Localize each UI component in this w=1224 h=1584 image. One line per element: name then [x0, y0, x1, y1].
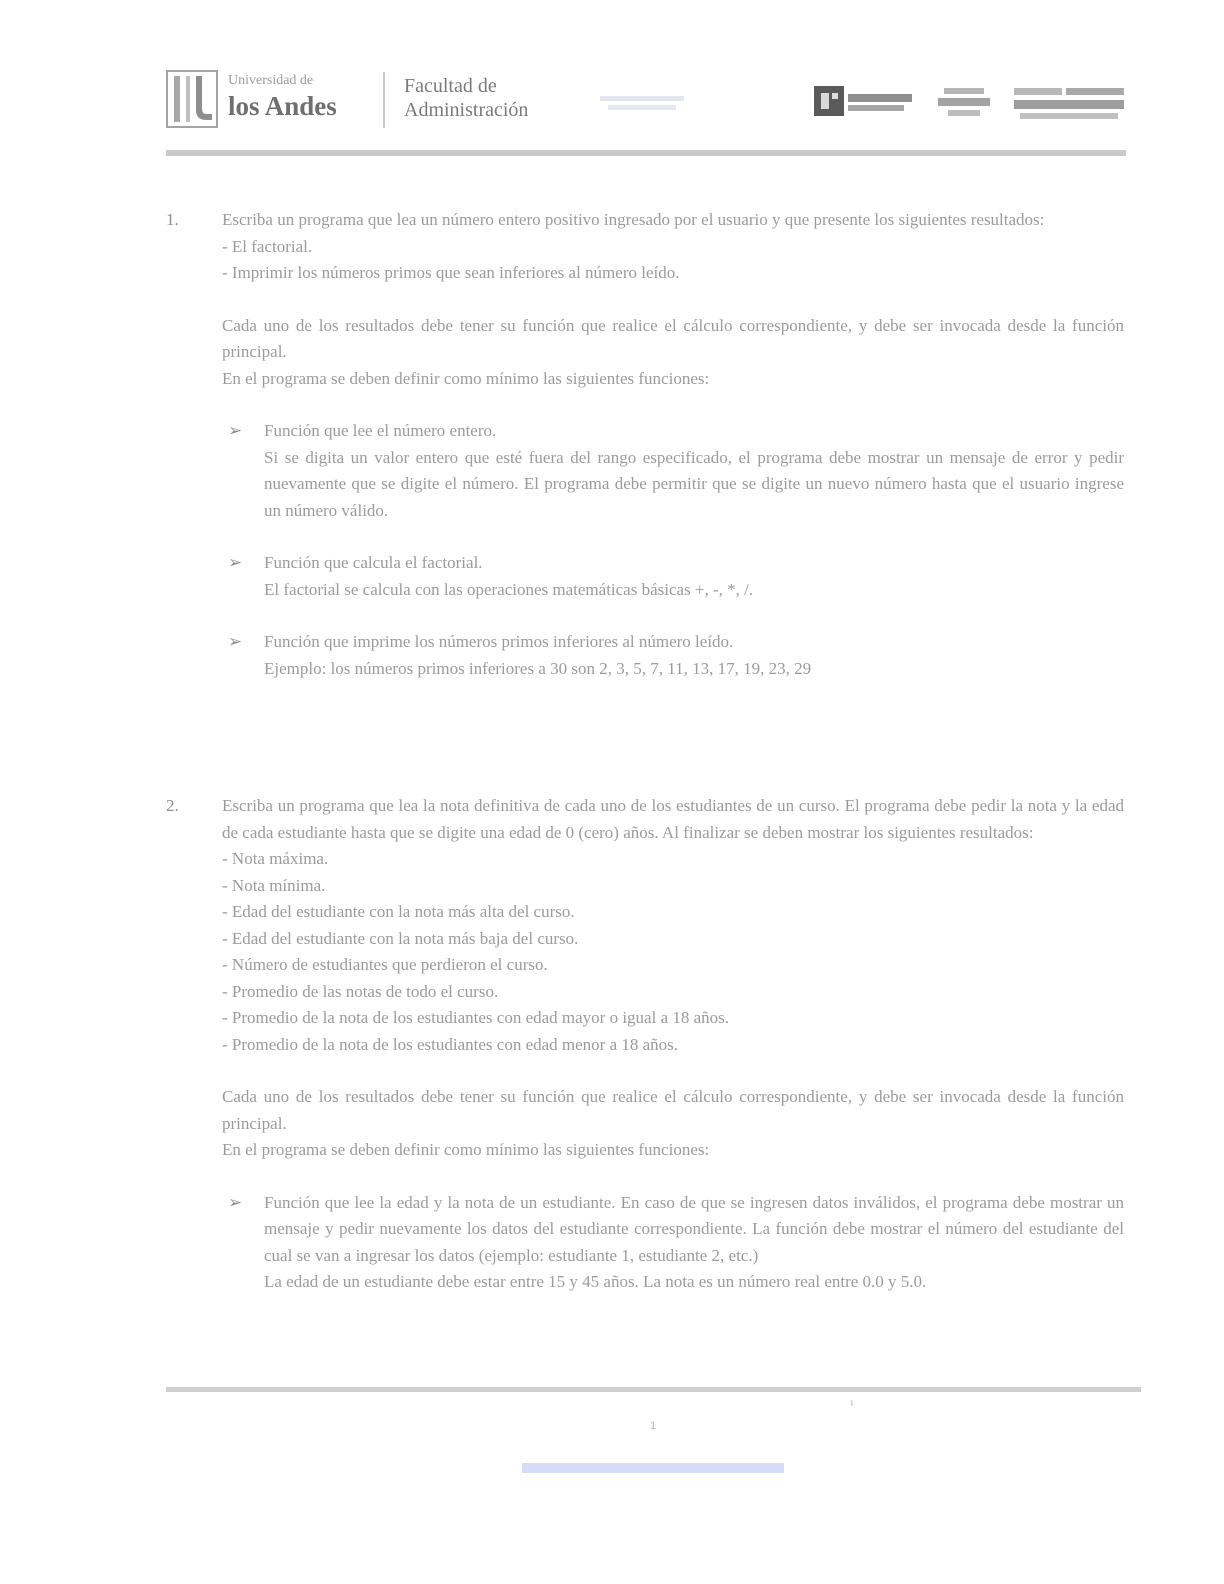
university-name	[228, 72, 378, 122]
function-extra: La edad de un estudiante debe estar entre 15 y 45 años. La nota es un número real entre 0.0 y 5.0.	[264, 1272, 927, 1291]
equis-logo-icon	[1012, 84, 1126, 124]
arrow-bullet-icon: ➢	[228, 553, 243, 572]
function-title: Función que imprime los números primos inferiores al número leído.	[264, 632, 734, 651]
faculty-name	[404, 74, 528, 122]
list-item: - Imprimir los números primos que sean inferiores al número leído.	[222, 263, 680, 282]
university-crest-icon	[166, 70, 218, 128]
page-number: 1	[650, 1420, 657, 1432]
exercise-number: 2.	[166, 796, 179, 815]
footer-link[interactable]	[522, 1463, 784, 1473]
list-item: - Nota máxima.	[222, 849, 329, 868]
list-item: - Promedio de la nota de los estudiantes con edad mayor o igual a 18 años.	[222, 1008, 730, 1027]
list-item: - Promedio de las notas de todo el curso.	[222, 981, 499, 1001]
exercise-note: En el programa se deben definir como mínimo las siguientes funciones:	[222, 1140, 710, 1159]
list-item: - Edad del estudiante con la nota más baja del curso.	[222, 928, 579, 948]
exercise-note: Cada uno de los resultados debe tener su función que realice el cálculo correspondiente, y debe ser invocada desde la función principal.	[222, 315, 1124, 361]
faint-tag-logo-icon	[600, 92, 684, 114]
header-divider	[383, 72, 385, 128]
university-name-small: Universidad de	[228, 73, 314, 88]
function-title: Función que calcula el factorial.	[264, 553, 483, 572]
exercise-note: Cada uno de los resultados debe tener su función que realice el cálculo correspondiente, y debe ser invocada desde la función principal.	[222, 1087, 1124, 1133]
arrow-bullet-icon: ➢	[228, 421, 243, 440]
header-rule	[166, 150, 1126, 156]
small-seal-logo-icon	[936, 86, 992, 122]
function-detail: Ejemplo: los números primos inferiores a 30 son 2, 3, 5, 7, 11, 13, 17, 19, 23, 29	[264, 658, 812, 678]
function-item	[222, 1190, 1124, 1296]
list-item: - El factorial.	[222, 236, 313, 256]
exercise-intro: Escriba un programa que lea la nota definitiva de cada uno de los estudiantes de un curso. El programa debe pedir la nota y la edad de cada estudiante hasta que se digite una edad de 0 (cero) años. Al finalizar se deben mostrar los siguientes resultados:	[222, 796, 1124, 842]
exercise-body	[222, 793, 1124, 1296]
functions-list	[222, 1190, 1124, 1296]
footer-rule	[166, 1387, 1141, 1392]
list-item: - Número de estudiantes que perdieron el curso.	[222, 955, 548, 974]
exercise-body	[222, 207, 1124, 682]
functions-list	[222, 418, 1124, 682]
function-detail: El factorial se calcula con las operaciones matemáticas básicas +, -, *, /.	[264, 579, 754, 599]
requirements-list	[222, 234, 1124, 287]
exercise-number: 1.	[166, 210, 179, 229]
list-item: - Promedio de la nota de los estudiantes con edad menor a 18 años.	[222, 1034, 679, 1054]
function-item	[222, 629, 1124, 682]
accreditation-logo-icon	[812, 80, 916, 122]
faculty-line-1: Facultad de	[404, 75, 497, 97]
function-detail: Si se digita un valor entero que esté fuera del rango especificado, el programa debe mostrar un mensaje de error y pedir nuevamente que se digite el número. El programa debe permitir que se digite un nuevo número hasta que el usuario ingrese un número válido.	[264, 447, 1124, 520]
function-item	[222, 418, 1124, 524]
function-title: Función que lee el número entero.	[264, 421, 497, 440]
function-detail: Función que lee la edad y la nota de un estudiante. En caso de que se ingresen datos inválidos, el programa debe mostrar un mensaje y pedir nuevamente los datos del estudiante correspondiente. La función debe mostrar el número del estudiante del cual se van a ingresar los datos (ejemplo: estudiante 1, estudiante 2, etc.)	[264, 1192, 1124, 1265]
exercise-intro: Escriba un programa que lea un número entero positivo ingresado por el usuario y que presente los siguientes resultados:	[222, 210, 1045, 229]
letterhead	[166, 66, 1126, 130]
requirements-list	[222, 846, 1124, 1058]
arrow-bullet-icon: ➢	[228, 1192, 243, 1212]
list-item: - Nota mínima.	[222, 875, 326, 895]
arrow-bullet-icon: ➢	[228, 632, 243, 651]
footer-mark: ¹	[850, 1399, 854, 1411]
function-item	[222, 550, 1124, 603]
exercise-note: En el programa se deben definir como mínimo las siguientes funciones:	[222, 368, 710, 388]
university-name-big: los Andes	[228, 91, 337, 121]
university-logo	[166, 70, 371, 128]
faculty-line-2: Administración	[404, 99, 529, 121]
list-item: - Edad del estudiante con la nota más alta del curso.	[222, 902, 575, 921]
